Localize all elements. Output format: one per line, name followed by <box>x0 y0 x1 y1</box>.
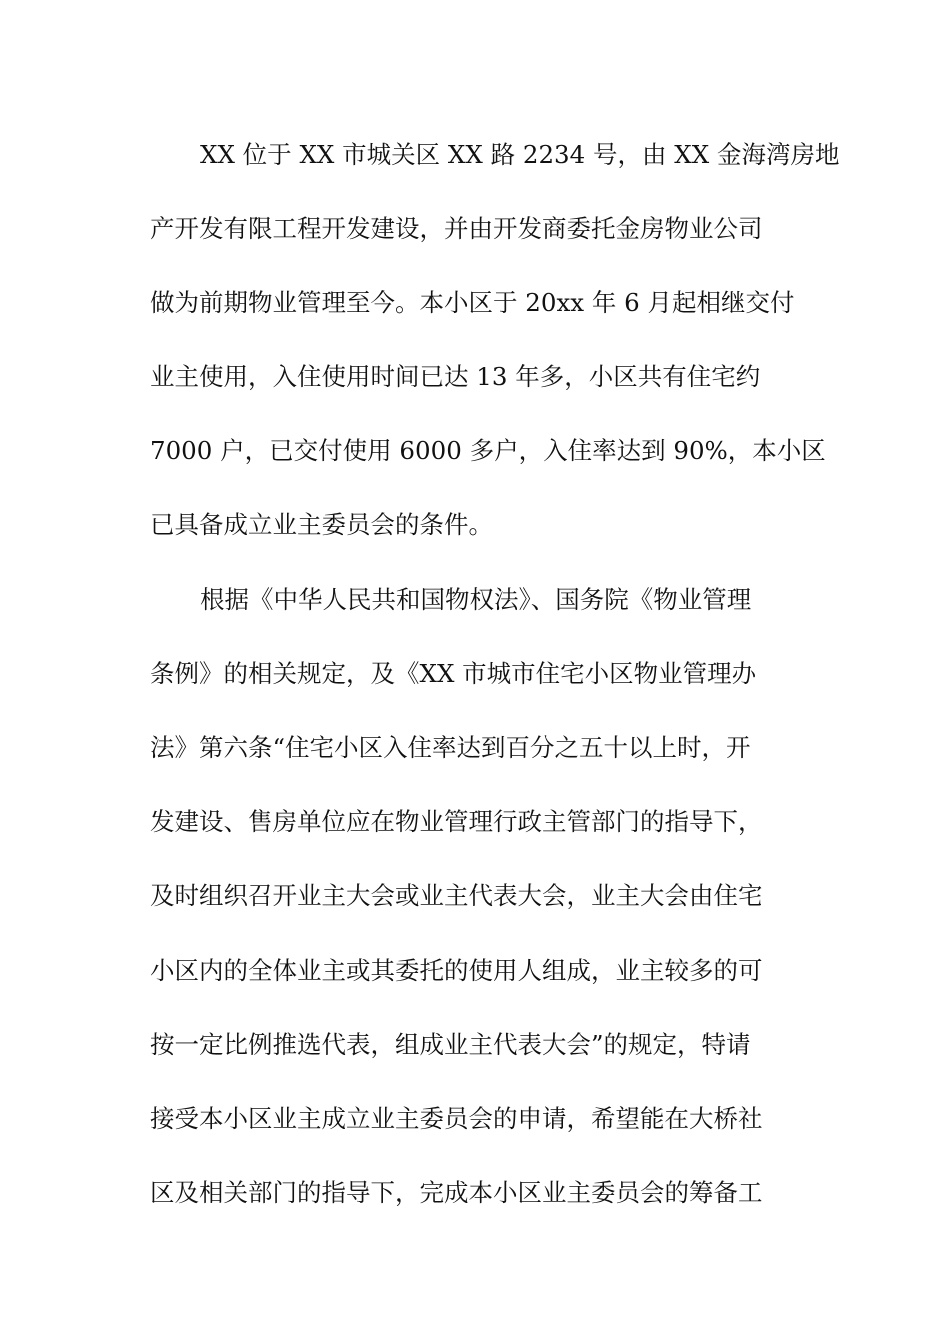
text-line: 条例》的相关规定，及《XX 市城市住宅小区物业管理办 <box>150 659 757 688</box>
text-line: XX 位于 XX 市城关区 XX 路 2234 号，由 XX 金海湾房地 <box>200 140 840 169</box>
text-line: 已具备成立业主委员会的条件。 <box>150 510 493 539</box>
text-line: 7000 户，已交付使用 6000 多户，入住率达到 90%，本小区 <box>150 436 826 465</box>
text-line: 及时组织召开业主大会或业主代表大会，业主大会由住宅 <box>150 881 763 910</box>
text-line: 做为前期物业管理至今。本小区于 20xx 年 6 月起相继交付 <box>150 288 795 317</box>
text-line: 业主使用，入住使用时间已达 13 年多，小区共有住宅约 <box>150 362 761 391</box>
text-line: 发建设、售房单位应在物业管理行政主管部门的指导下， <box>150 807 763 836</box>
text-line: 法》第六条“住宅小区入住率达到百分之五十以上时，开 <box>150 733 751 762</box>
text-line: 产开发有限工程开发建设，并由开发商委托金房物业公司 <box>150 214 763 243</box>
text-line: 接受本小区业主成立业主委员会的申请，希望能在大桥社 <box>150 1104 763 1133</box>
text-line: 按一定比例推选代表，组成业主代表大会”的规定，特请 <box>150 1030 751 1059</box>
text-line: 根据《中华人民共和国物权法》、国务院《物业管理 <box>200 585 752 614</box>
text-line: 小区内的全体业主或其委托的使用人组成，业主较多的可 <box>150 956 763 985</box>
text-line: 区及相关部门的指导下，完成本小区业主委员会的筹备工 <box>150 1178 763 1207</box>
